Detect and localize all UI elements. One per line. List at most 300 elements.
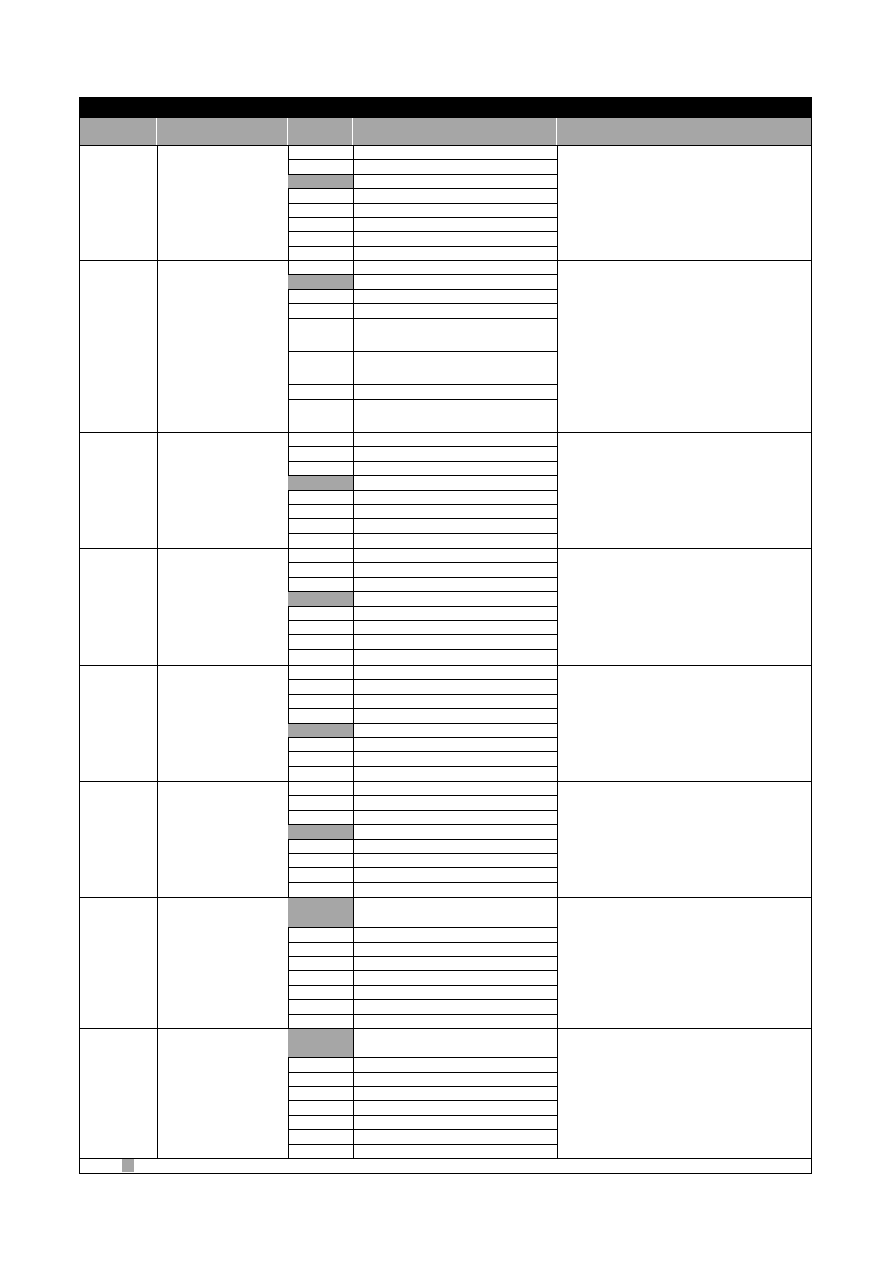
header-col-4-label — [353, 118, 556, 122]
sub-row-description — [353, 261, 557, 275]
sub-row-description-text — [353, 189, 557, 193]
sub-row-code — [288, 578, 353, 592]
sub-row-code — [288, 290, 353, 304]
sub-row-code-text — [288, 578, 353, 582]
sub-row-code — [288, 1015, 353, 1029]
sub-row-code-text — [288, 1145, 353, 1149]
sub-row-description-text — [353, 957, 557, 961]
sub-row-code-text — [288, 957, 353, 961]
sub-row-description-text — [353, 447, 557, 451]
sub-row-description-text — [353, 695, 557, 699]
column-divider — [557, 433, 558, 548]
group-col-1-cell — [80, 1029, 165, 1033]
sub-row-description — [353, 1073, 557, 1087]
sub-row-code-text — [288, 1058, 353, 1062]
table-title-bar — [80, 98, 811, 118]
sub-row-code-shaded — [288, 592, 353, 606]
sub-row-description — [353, 476, 557, 490]
sub-row-code-text — [288, 505, 353, 509]
group-notes-cell — [557, 666, 819, 670]
sub-row-description-text — [353, 971, 557, 975]
sub-row-code-shaded — [288, 1029, 353, 1058]
sub-row-code — [288, 709, 353, 723]
sub-row-code — [288, 1073, 353, 1087]
sub-row-description — [353, 218, 557, 232]
table-group — [80, 549, 811, 666]
sub-row-code-text — [288, 447, 353, 451]
sub-row-description — [353, 796, 557, 810]
sub-row-description — [353, 275, 557, 289]
sub-row-description-text — [353, 319, 557, 323]
group-col-2-cell — [157, 433, 296, 437]
sub-row-code — [288, 738, 353, 752]
sub-row-description-text — [353, 462, 557, 466]
sub-row-code — [288, 971, 353, 985]
sub-row-description-text — [353, 883, 557, 887]
sub-row-description-text — [353, 1000, 557, 1004]
sub-row-description — [353, 146, 557, 160]
sub-row-code-text — [288, 476, 353, 480]
sub-row-description-text — [353, 767, 557, 771]
sub-row-description-text — [353, 854, 557, 858]
sub-row-description — [353, 247, 557, 261]
sub-row-code-shaded — [288, 898, 353, 928]
header-col-1 — [80, 118, 157, 145]
sub-row-code — [288, 811, 353, 825]
sub-row-code-text — [288, 868, 353, 872]
sub-row-description-text — [353, 160, 557, 164]
sub-row-code-text — [288, 898, 353, 902]
sub-row-code — [288, 680, 353, 694]
sub-row-code-text — [288, 1029, 353, 1033]
sub-row-description-text — [353, 943, 557, 947]
sub-row-code — [288, 883, 353, 897]
group-col-1-cell — [80, 782, 165, 786]
sub-row-code — [288, 247, 353, 261]
sub-row-description — [353, 695, 557, 709]
sub-row-description-text — [353, 261, 557, 265]
column-divider — [157, 666, 158, 781]
sub-row-code-text — [288, 385, 353, 389]
group-notes-cell — [557, 898, 819, 902]
sub-row-description — [353, 1101, 557, 1115]
sub-row-code-text — [288, 563, 353, 567]
column-divider — [557, 782, 558, 897]
sub-row-description — [353, 607, 557, 621]
sub-row-description — [353, 519, 557, 533]
column-divider — [157, 146, 158, 260]
sub-row-description — [353, 767, 557, 781]
group-col-2-cell — [157, 146, 296, 150]
sub-row-description-text — [353, 290, 557, 294]
sub-row-code-text — [288, 1101, 353, 1105]
sub-row-description-text — [353, 1029, 557, 1033]
sub-row-description-text — [353, 607, 557, 611]
group-col-2-cell — [157, 666, 296, 670]
sub-row-code-text — [288, 352, 353, 356]
sub-row-description — [353, 635, 557, 649]
document-table — [79, 97, 812, 1174]
sub-row-description-text — [353, 491, 557, 495]
column-divider — [157, 261, 158, 432]
sub-row-code-text — [288, 738, 353, 742]
sub-row-description — [353, 447, 557, 461]
sub-row-code — [288, 840, 353, 854]
sub-row-description — [353, 505, 557, 519]
sub-row-description-text — [353, 247, 557, 251]
column-divider — [157, 433, 158, 548]
sub-row-description-text — [353, 680, 557, 684]
sub-row-description-text — [353, 724, 557, 728]
sub-row-code-text — [288, 160, 353, 164]
sub-row-code — [288, 534, 353, 548]
sub-row-code — [288, 462, 353, 476]
sub-row-description-text — [353, 1116, 557, 1120]
sub-row-code-text — [288, 1087, 353, 1091]
sub-row-code-text — [288, 650, 353, 654]
sub-row-description — [353, 854, 557, 868]
sub-row-code-text — [288, 752, 353, 756]
sub-row-description — [353, 175, 557, 189]
sub-row-code — [288, 767, 353, 781]
sub-row-code-text — [288, 1116, 353, 1120]
header-col-2 — [157, 118, 288, 145]
sub-row-code-text — [288, 767, 353, 771]
footer-shaded-marker — [122, 1159, 134, 1172]
sub-row-code-text — [288, 680, 353, 684]
sub-row-code-text — [288, 825, 353, 829]
column-divider — [557, 549, 558, 665]
table-group — [80, 261, 811, 433]
sub-row-description — [353, 621, 557, 635]
table-group — [80, 1029, 811, 1159]
sub-row-description — [353, 1000, 557, 1014]
sub-row-description-text — [353, 275, 557, 279]
table-header-row — [80, 118, 811, 146]
sub-row-description-text — [353, 1145, 557, 1149]
sub-row-description — [353, 1058, 557, 1072]
sub-row-description — [353, 549, 557, 563]
sub-row-description-text — [353, 928, 557, 932]
sub-row-code — [288, 352, 353, 385]
sub-row-description-text — [353, 304, 557, 308]
sub-row-description-text — [353, 666, 557, 670]
sub-row-description-text — [353, 738, 557, 742]
group-col-1-cell — [80, 261, 165, 265]
sub-row-description — [353, 868, 557, 882]
sub-row-description — [353, 666, 557, 680]
sub-row-description-text — [353, 1058, 557, 1062]
header-col-3-label — [288, 118, 352, 122]
sub-row-description — [353, 738, 557, 752]
sub-row-code-text — [288, 695, 353, 699]
group-notes-cell — [557, 146, 819, 150]
sub-row-description-text — [353, 1087, 557, 1091]
table-group — [80, 898, 811, 1029]
sub-row-description — [353, 1145, 557, 1159]
sub-row-description-text — [353, 752, 557, 756]
sub-row-code — [288, 218, 353, 232]
sub-row-code — [288, 796, 353, 810]
sub-row-description — [353, 534, 557, 548]
sub-row-code-text — [288, 971, 353, 975]
table-group — [80, 433, 811, 549]
sub-row-description — [353, 189, 557, 203]
sub-row-code — [288, 304, 353, 318]
sub-row-code — [288, 635, 353, 649]
sub-row-description-text — [353, 519, 557, 523]
sub-row-code — [288, 146, 353, 160]
sub-row-code-text — [288, 1073, 353, 1077]
sub-row-code — [288, 433, 353, 447]
sub-row-code-shaded — [288, 825, 353, 839]
sub-row-description-text — [353, 232, 557, 236]
sub-row-code — [288, 563, 353, 577]
sub-row-description — [353, 400, 557, 433]
sub-row-description — [353, 986, 557, 1000]
sub-row-description-text — [353, 1101, 557, 1105]
sub-row-description — [353, 592, 557, 606]
sub-row-description — [353, 290, 557, 304]
sub-row-code-shaded — [288, 175, 353, 189]
table-group — [80, 666, 811, 782]
sub-row-description-text — [353, 1073, 557, 1077]
sub-row-description-text — [353, 534, 557, 538]
sub-row-code-text — [288, 1000, 353, 1004]
sub-row-description — [353, 304, 557, 318]
sub-row-code-text — [288, 607, 353, 611]
sub-row-code — [288, 1058, 353, 1072]
sub-row-code — [288, 1101, 353, 1115]
sub-row-code-text — [288, 275, 353, 279]
sub-row-description-text — [353, 476, 557, 480]
sub-row-code-text — [288, 304, 353, 308]
sub-row-code-text — [288, 519, 353, 523]
group-col-2-cell — [157, 1029, 296, 1033]
group-col-1-cell — [80, 666, 165, 670]
group-col-2-cell — [157, 898, 296, 902]
column-divider — [157, 549, 158, 665]
sub-row-code-text — [288, 146, 353, 150]
sub-row-description-text — [353, 635, 557, 639]
sub-row-code — [288, 752, 353, 766]
sub-row-description — [353, 1015, 557, 1029]
sub-row-code-text — [288, 724, 353, 728]
sub-row-description-text — [353, 592, 557, 596]
sub-row-description-text — [353, 782, 557, 786]
sub-row-description — [353, 462, 557, 476]
table-footer-row — [80, 1158, 811, 1173]
sub-row-description-text — [353, 352, 557, 356]
sub-row-code — [288, 400, 353, 433]
sub-row-description-text — [353, 578, 557, 582]
sub-row-description-text — [353, 175, 557, 179]
sub-row-description-text — [353, 868, 557, 872]
sub-row-code-text — [288, 261, 353, 265]
sub-row-code-text — [288, 621, 353, 625]
sub-row-description — [353, 1116, 557, 1130]
sub-row-description — [353, 578, 557, 592]
sub-row-code-shaded — [288, 275, 353, 289]
sub-row-code — [288, 1000, 353, 1014]
sub-row-description-text — [353, 433, 557, 437]
group-col-1-cell — [80, 898, 165, 902]
sub-row-description — [353, 825, 557, 839]
sub-row-code-text — [288, 204, 353, 208]
column-divider — [557, 898, 558, 1028]
sub-row-code-text — [288, 986, 353, 990]
header-col-3 — [288, 118, 353, 145]
header-col-5 — [557, 118, 811, 145]
sub-row-description-text — [353, 400, 557, 404]
header-col-5-label — [557, 118, 811, 122]
sub-row-code-text — [288, 549, 353, 553]
sub-row-code-text — [288, 175, 353, 179]
sub-row-code — [288, 650, 353, 664]
group-col-2-cell — [157, 549, 296, 553]
group-notes-cell — [557, 549, 819, 553]
header-col-1-label — [80, 118, 156, 122]
sub-row-code-text — [288, 232, 353, 236]
sub-row-code — [288, 160, 353, 174]
sub-row-description — [353, 883, 557, 897]
sub-row-description — [353, 319, 557, 352]
sub-row-code-text — [288, 319, 353, 323]
sub-row-description-text — [353, 505, 557, 509]
sub-row-code — [288, 1145, 353, 1159]
group-col-2-cell — [157, 782, 296, 786]
sub-row-description — [353, 160, 557, 174]
sub-row-code — [288, 782, 353, 796]
sub-row-description-text — [353, 811, 557, 815]
sub-row-description-text — [353, 796, 557, 800]
group-notes-cell — [557, 433, 819, 437]
sub-row-code-shaded — [288, 724, 353, 738]
sub-row-description-text — [353, 621, 557, 625]
sub-row-code-text — [288, 290, 353, 294]
sub-row-description — [353, 928, 557, 942]
sub-row-code — [288, 868, 353, 882]
sub-row-code — [288, 957, 353, 971]
sub-row-code-text — [288, 796, 353, 800]
sub-row-code — [288, 519, 353, 533]
table-group — [80, 782, 811, 898]
sub-row-description — [353, 1130, 557, 1144]
group-col-1-cell — [80, 433, 165, 437]
sub-row-code-text — [288, 928, 353, 932]
sub-row-description-text — [353, 563, 557, 567]
column-divider — [157, 782, 158, 897]
sub-row-code-text — [288, 400, 353, 404]
sub-row-code-text — [288, 1130, 353, 1134]
sub-row-description — [353, 724, 557, 738]
sub-row-code-text — [288, 666, 353, 670]
sub-row-code — [288, 621, 353, 635]
sub-row-description — [353, 971, 557, 985]
sub-row-code — [288, 986, 353, 1000]
sub-row-code — [288, 943, 353, 957]
sub-row-code — [288, 549, 353, 563]
group-col-1-cell — [80, 146, 165, 150]
sub-row-code-text — [288, 189, 353, 193]
footer-text — [140, 1158, 148, 1162]
sub-row-code — [288, 447, 353, 461]
sub-row-description-text — [353, 840, 557, 844]
sub-row-description — [353, 1029, 557, 1058]
sub-row-code-shaded — [288, 476, 353, 490]
sub-row-code-text — [288, 462, 353, 466]
sub-row-description — [353, 385, 557, 399]
sub-row-code — [288, 189, 353, 203]
sub-row-code — [288, 854, 353, 868]
sub-row-description-text — [353, 1130, 557, 1134]
sub-row-code-text — [288, 635, 353, 639]
group-notes-cell — [557, 261, 819, 265]
sub-row-description — [353, 204, 557, 218]
sub-row-code — [288, 261, 353, 275]
sub-row-code-text — [288, 592, 353, 596]
sub-row-description-text — [353, 709, 557, 713]
sub-row-description-text — [353, 650, 557, 654]
sub-row-code-text — [288, 782, 353, 786]
sub-row-code-text — [288, 1015, 353, 1019]
group-col-2-cell — [157, 261, 296, 265]
sub-row-description — [353, 752, 557, 766]
sub-row-description-text — [353, 146, 557, 150]
sub-row-description — [353, 811, 557, 825]
sub-row-code — [288, 505, 353, 519]
sub-row-code-text — [288, 247, 353, 251]
sub-row-description-text — [353, 204, 557, 208]
table-title — [80, 98, 811, 102]
group-col-1-cell — [80, 549, 165, 553]
sub-row-description-text — [353, 986, 557, 990]
sub-row-description-text — [353, 1015, 557, 1019]
header-col-4 — [353, 118, 557, 145]
sub-row-description — [353, 650, 557, 664]
sub-row-code-text — [288, 709, 353, 713]
sub-row-description-text — [353, 549, 557, 553]
group-notes-cell — [557, 1029, 819, 1033]
sub-row-code — [288, 491, 353, 505]
sub-row-description — [353, 433, 557, 447]
sub-row-code — [288, 695, 353, 709]
sub-row-description-text — [353, 825, 557, 829]
sub-row-description — [353, 898, 557, 928]
sub-row-code — [288, 1130, 353, 1144]
sub-row-code — [288, 666, 353, 680]
sub-row-description-text — [353, 218, 557, 222]
group-notes-cell — [557, 782, 819, 786]
sub-row-description-text — [353, 898, 557, 902]
column-divider — [157, 898, 158, 1028]
sub-row-code-text — [288, 218, 353, 222]
sub-row-code — [288, 232, 353, 246]
sub-row-description-text — [353, 385, 557, 389]
column-divider — [557, 1029, 558, 1158]
sub-row-description — [353, 957, 557, 971]
sub-row-description — [353, 352, 557, 385]
sub-row-description — [353, 840, 557, 854]
column-divider — [557, 261, 558, 432]
sub-row-code — [288, 204, 353, 218]
sub-row-description — [353, 232, 557, 246]
sub-row-code-text — [288, 491, 353, 495]
sub-row-code — [288, 928, 353, 942]
sub-row-code-text — [288, 811, 353, 815]
column-divider — [157, 1029, 158, 1158]
header-col-2-label — [157, 118, 287, 122]
